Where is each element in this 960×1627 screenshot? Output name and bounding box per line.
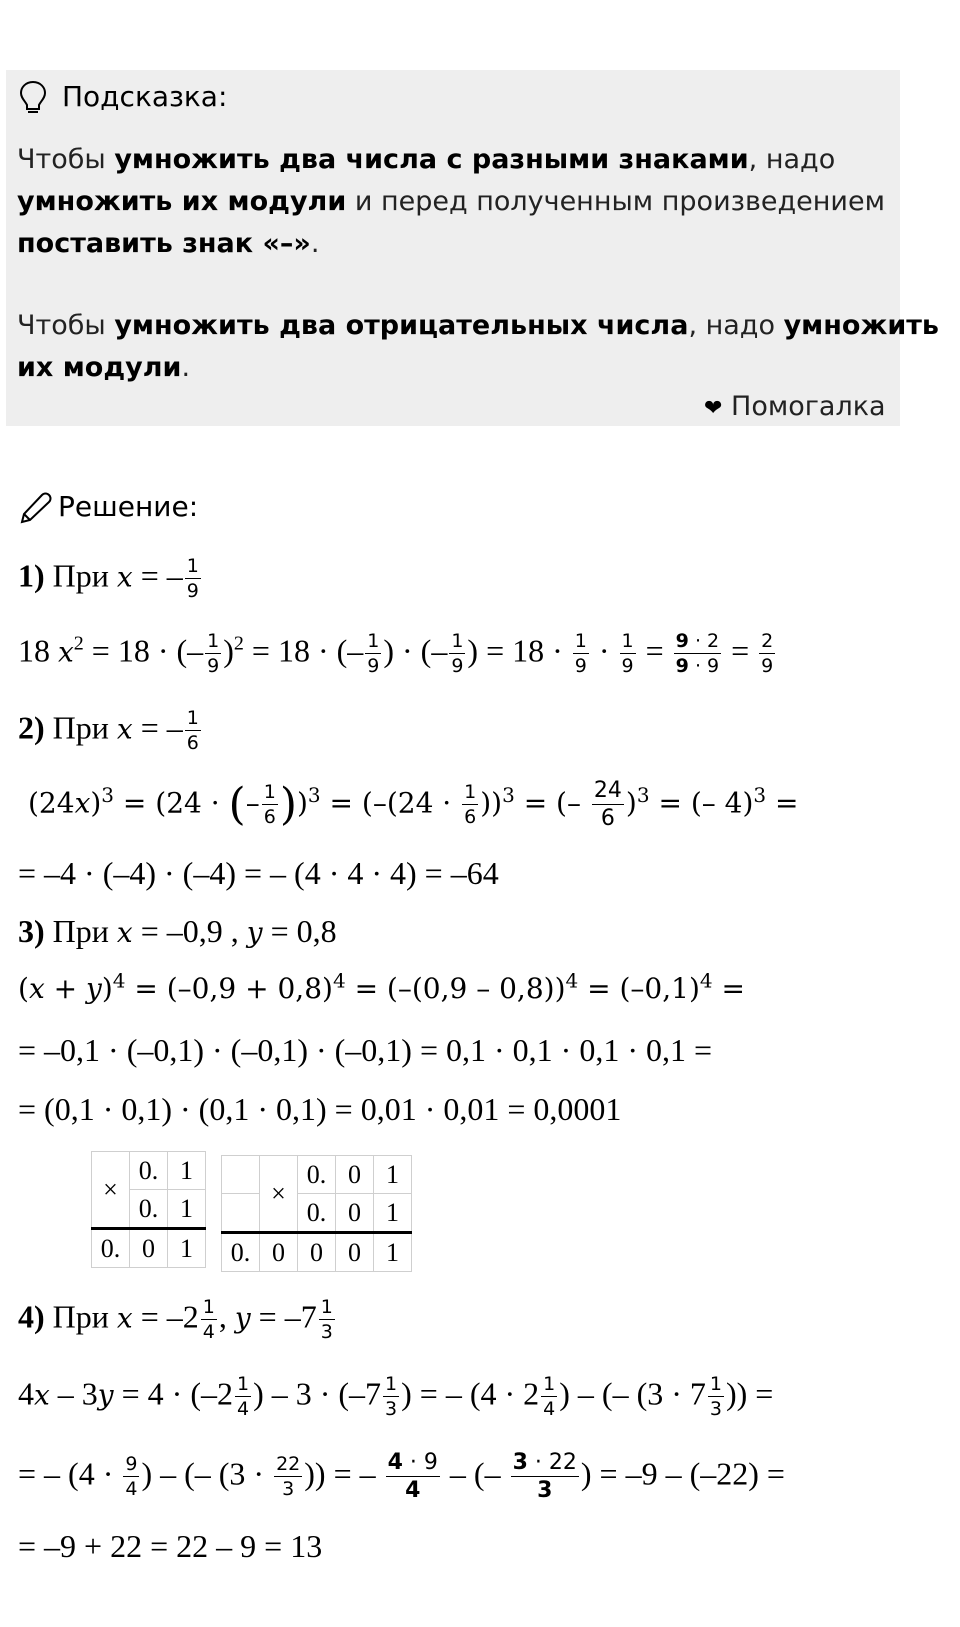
fraction: $\frac{1}{9}$	[186, 555, 199, 602]
hint-line-1: Чтобы умножить два числа с разными знаками, надо	[17, 144, 836, 175]
hint-line-5: их модули.	[17, 352, 191, 383]
brand-link[interactable]	[704, 391, 886, 422]
step-3-line-3: = (0,1 · 0,1) · (0,1 · 0,1) = 0,01 · 0,01 = 0,0001	[18, 1091, 622, 1127]
brand-label: Помогалка	[731, 391, 886, 422]
hint-line-4: Чтобы умножить два отрицательных числа, надо умножить	[17, 310, 939, 341]
step-3-line-2: = –0,1 · (–0,1) · (–0,1) · (–0,1) = 0,1 · 0,1 · 0,1 · 0,1 =	[18, 1032, 713, 1068]
lightbulb-icon	[18, 80, 48, 116]
solution-title: Решение:	[58, 490, 199, 523]
step-4-condition: 4) При x = –2 $\frac{1}{4}$ , y = –7 $\frac{1}{3}$	[18, 1296, 333, 1343]
step-1-equation: 18 $x^2 = 18$ · (– $\frac{1}{9}$ )$^2$ = 18 · (– $\frac{1}{9}$ ) · (– $\frac{1}{9}$ ) = 18 · $\frac{1}{9}$ · $\frac{1}{9}$ = $\frac{9 \cdot 2}{9 \cdot 9}$ = $\frac{2}{9}$	[18, 630, 774, 677]
step-3-condition: 3) При x = –0,9 , y = 0,8	[18, 913, 337, 949]
heart-icon: ❤	[704, 396, 723, 421]
step-1-condition: 1) При x = – $\frac{1}{9}$	[18, 555, 199, 602]
step-3-equation: $(x + y)^4 = (-0,9 + 0,8)^4 = (-(0,9 - 0,8))^4 = (-0,1)^4$ =	[18, 968, 745, 1005]
step-2-result: = –4 · (–4) · (–4) = – (4 · 4 · 4) = –64	[18, 855, 499, 891]
step-4-equation: 4x – 3y = 4 · (–2 $\frac{1}{4}$ ) – 3 · (–7 $\frac{1}{3}$ ) = – (4 · 2 $\frac{1}{4}$ ) – (– (3 · 7 $\frac{1}{3}$ )) =	[18, 1373, 774, 1420]
step-2-equation: $(24x)^3 = (24$ · (– $\frac{1}{6}$ ))$^3$ = (–(24 · $\frac{1}{6}$ ))$^3$ = (– $\frac{24}{6}$ )$^3$ = (– 4)$^3$ =	[28, 778, 799, 831]
step-2-condition: 2) При x = – $\frac{1}{6}$	[18, 707, 199, 754]
step-4-result: = –9 + 22 = 22 – 9 = 13	[18, 1528, 323, 1564]
step-4-line-2: = – (4 · $\frac{9}{4}$ ) – (– (3 · $\frac{22}{3}$ )) = – $\frac{4 \cdot 9}{4}$ – (– $\frac{3 \cdot 22}{3}$ ) = –9 – (–22) =	[18, 1450, 785, 1503]
pencil-icon	[18, 490, 52, 526]
hint-title: Подсказка:	[62, 80, 228, 113]
calc-table-left: × 0. 1 0. 1 0. 0 1	[91, 1151, 206, 1268]
hint-line-2: умножить их модули и перед полученным произведением	[17, 186, 885, 217]
calc-table-right: × 0. 0 1 0. 0 1 0. 0 0 0 1	[221, 1155, 412, 1272]
hint-line-3: поставить знак «–».	[17, 228, 320, 259]
